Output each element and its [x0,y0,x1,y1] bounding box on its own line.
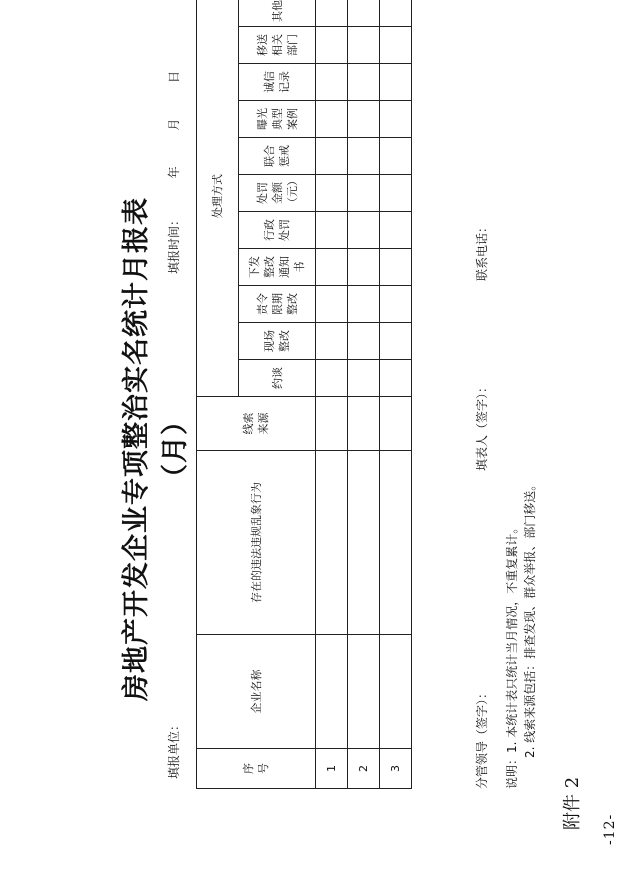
statistics-table [196,0,412,789]
header-seq: 序号 [197,749,316,789]
header-other: 其他 [239,0,316,27]
row-number: 2 [348,749,380,789]
fill-time [165,71,182,274]
header-penalty-amount: 处罚金额（元） [239,175,316,212]
header-admin-penalty: 行政处罚 [239,212,316,249]
note-line-1: 说明：1. 本统计表只统计当月情况，不重复累计。 [505,521,519,789]
contact-phone-label: 联系电话： [475,220,489,281]
header-enterprise-name: 企业名称 [197,635,316,749]
header-clue-source: 线索来源 [197,397,316,451]
header-joint-discipline: 联合惩戒 [239,138,316,175]
header-onsite-rectify: 现场整改 [239,323,316,360]
page-number: -12- [602,813,618,845]
table-row [316,0,348,789]
table-row [348,0,380,789]
row-number: 1 [316,749,348,789]
fill-unit-label: 填报单位： [167,718,181,779]
header-transfer-dept: 移送相关部门 [239,27,316,64]
annex-label: 附件 2 [562,776,583,830]
fill-time-label: 填报时间： [167,213,181,274]
header-violation: 存在的违法违规乱象行为 [197,451,316,635]
note-line-2: 2. 线索来源包括：排查发现、群众举报、部门移送。 [523,478,537,758]
header-credit-record: 诚信记录 [239,64,316,101]
header-interview: 约谈 [239,360,316,397]
header-exposure-cases: 曝光典型案例 [239,101,316,138]
filler-signature-label: 填表人（签字）： [475,380,489,471]
header-order-rectify: 责令限期整改 [239,286,316,323]
header-rectify-notice: 下发整改通知书 [239,249,316,286]
leader-signature-label: 分管领导（签字）： [475,686,489,789]
row-number: 3 [380,749,412,789]
page-title: 房地产开发企业专项整治实名统计月报表（月） [121,197,191,701]
day-label: 日 [167,70,181,83]
header-handling-method: 处理方式 [197,0,239,397]
month-label: 月 [167,118,181,131]
table-row [380,0,412,789]
year-label: 年 [167,166,181,179]
